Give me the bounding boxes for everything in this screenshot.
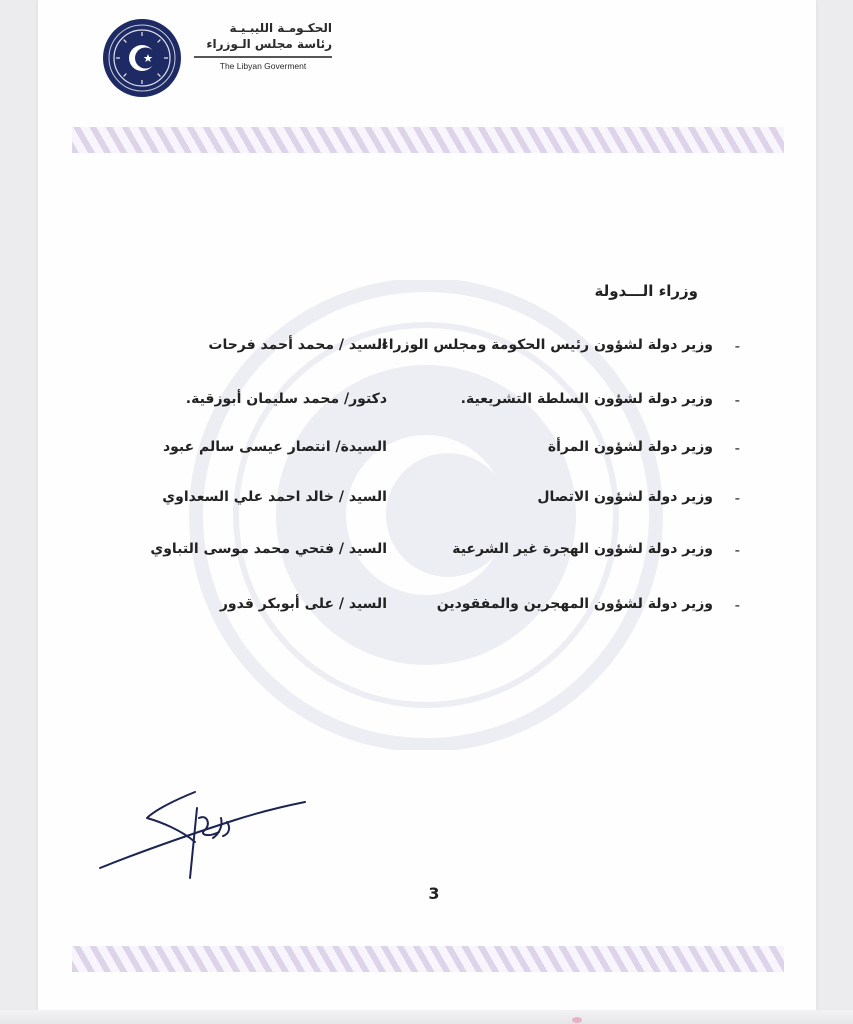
decorative-band-top <box>72 127 784 153</box>
minister-row <box>0 439 853 463</box>
header-divider <box>194 56 332 58</box>
page-edge <box>0 1010 853 1024</box>
minister-role: وزير دولة لشؤون رئيس الحكومة ومجلس الوزراء. <box>376 337 713 353</box>
government-emblem <box>99 18 185 98</box>
minister-row <box>0 541 853 565</box>
government-name: الحكـومـة الليبـيـة <box>229 21 332 35</box>
minister-row <box>0 596 853 620</box>
minister-row <box>0 337 853 361</box>
minister-name: السيد / خالد احمد علي السعداوي <box>162 489 387 505</box>
page-number: 3 <box>428 884 440 903</box>
minister-row <box>0 489 853 513</box>
minister-role: وزير دولة لشؤون الهجرة غير الشرعية <box>452 541 713 557</box>
cabinet-presidency: رئاسة مجلس الـوزراء <box>206 37 332 51</box>
government-english-name: The Libyan Goverment <box>219 60 307 71</box>
minister-name: السيد / على أبوبكر قدور <box>219 596 387 612</box>
minister-row <box>0 391 853 415</box>
minister-name: السيدة/ انتصار عيسى سالم عبود <box>162 439 387 455</box>
list-bullet: - <box>734 596 740 614</box>
list-bullet: - <box>734 391 740 409</box>
minister-name: دكتور/ محمد سليمان أبوزقية. <box>185 391 387 407</box>
minister-role: وزير دولة لشؤون المرأة <box>547 439 713 455</box>
minister-name: السيد / فتحي محمد موسى التباوي <box>150 541 387 557</box>
corner-mark <box>572 1017 582 1023</box>
minister-name: السيد / محمد أحمد فرحات <box>208 337 387 353</box>
decorative-band-bottom <box>72 946 784 972</box>
list-bullet: - <box>734 439 740 457</box>
list-bullet: - <box>734 489 740 507</box>
government-header <box>194 20 332 71</box>
minister-role: وزير دولة لشؤون المهجرين والمفقودين <box>436 596 713 612</box>
list-bullet: - <box>734 337 740 355</box>
minister-role: وزير دولة لشؤون السلطة التشريعية. <box>460 391 713 407</box>
ministers-of-state-heading: وزراء الـــدولة <box>594 282 698 300</box>
minister-role: وزير دولة لشؤون الاتصال <box>537 489 713 505</box>
list-bullet: - <box>734 541 740 559</box>
signature <box>95 788 310 883</box>
